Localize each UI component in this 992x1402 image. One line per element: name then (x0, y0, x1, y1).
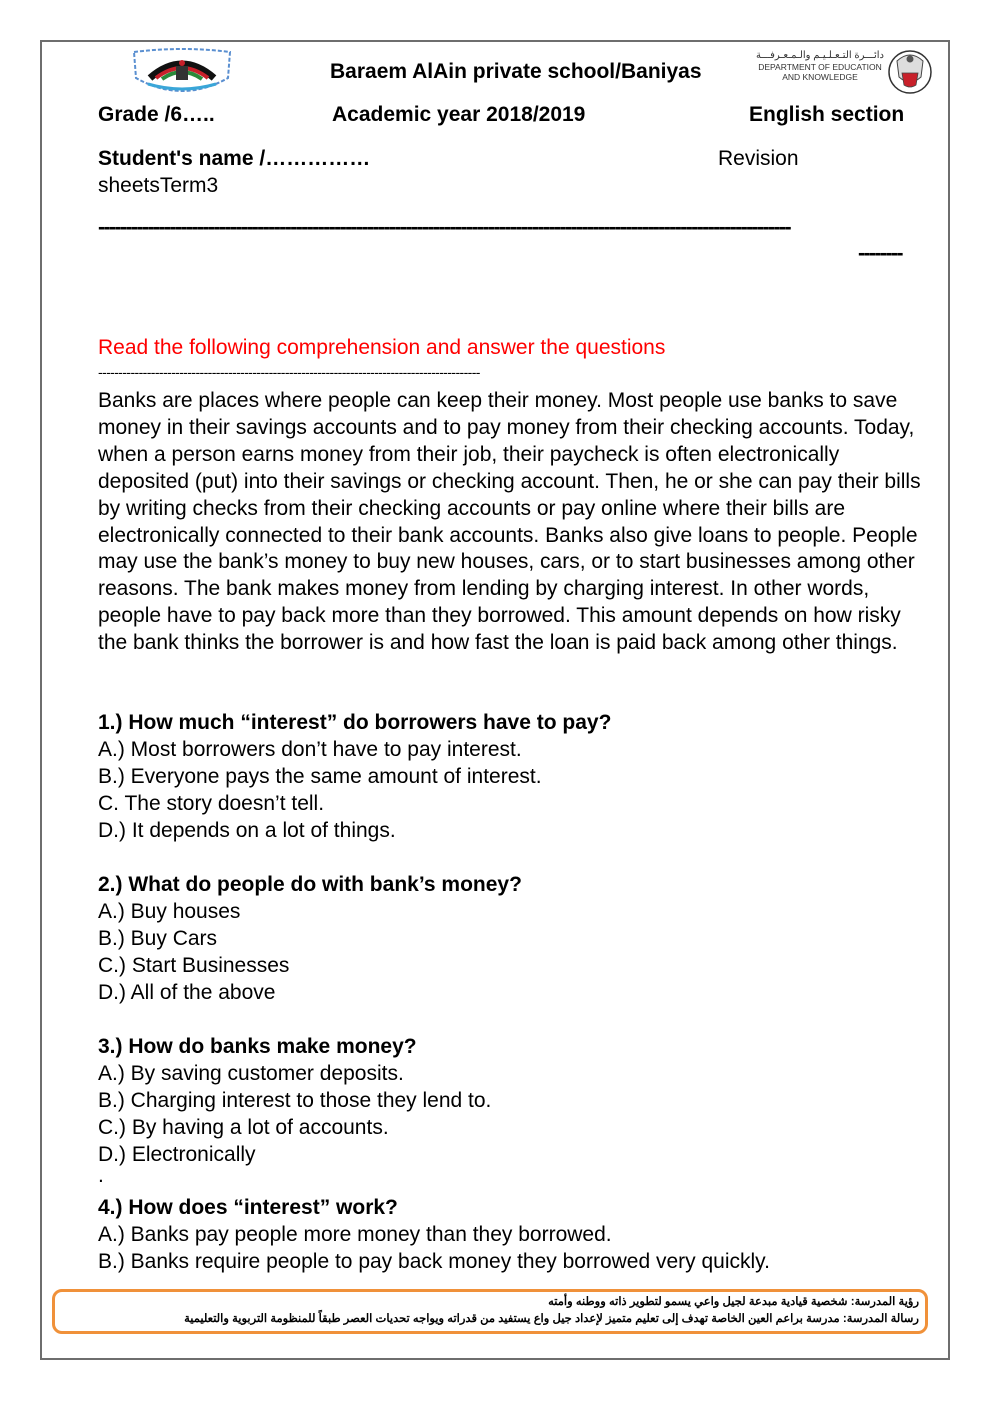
department-name-line1: DEPARTMENT OF EDUCATION (758, 62, 882, 72)
school-name: Baraem AlAin private school/Baniyas (330, 60, 702, 83)
answer-option: A.) Banks pay people more money than they borrowed. (98, 1223, 612, 1246)
school-mission: رسالة المدرسة: مدرسة براعم العين الخاصة تهدف إلى تعليم متميز لإعداد جيل واع يستفيد من قدراته ويواجه تحديات العصر طبقاً للمنظومة التربوية والتعليمية (184, 1313, 919, 1325)
question-2 (98, 871, 522, 1006)
instruction-heading: Read the following comprehension and answer the questions (98, 336, 666, 359)
department-name-line2: AND KNOWLEDGE (782, 72, 858, 82)
reading-passage: Banks are places where people can keep their money. Most people use banks to save money in their savings accounts and to pay money from their checking accounts. Today, when a person earns money from their job, their paycheck is often electronically deposited (put) into their savings or checking account. Then, he or she can pay their bills by writing checks from their checking accounts or pay online where their bills are electronically connected to their bank accounts. Banks also give loans to people. People may use the bank’s money to buy new houses, cars, or to start businesses among other reasons. The bank makes money from lending by charging interest. In other words, people have to pay back more than they borrowed. This amount depends on how risky the bank thinks the borrower is and how fast the loan is paid back among other things. (98, 389, 921, 655)
question-title: 3.) How do banks make money? (98, 1035, 417, 1058)
answer-option: D.) All of the above (98, 981, 276, 1004)
answer-option: A.) Most borrowers don’t have to pay interest. (98, 738, 522, 761)
department-logo-text (755, 50, 885, 82)
question-title: 4.) How does “interest” work? (98, 1196, 398, 1219)
school-logo (128, 48, 236, 100)
academic-year: Academic year 2018/2019 (332, 103, 586, 126)
answer-option: B.) Buy Cars (98, 927, 218, 950)
question-1 (98, 709, 611, 844)
answer-option: B.) Banks require people to pay back money they borrowed very quickly. (98, 1250, 770, 1273)
answer-option: A.) By saving customer deposits. (98, 1062, 404, 1085)
answer-option: A.) Buy houses (98, 900, 241, 923)
stray-period: . (98, 1164, 104, 1187)
instruction-underline: ---------------------------------------------------------------------------------------------- (98, 364, 480, 380)
header-divider: ------------------------------------------------------------------------------------------------------------------------------ (98, 216, 791, 239)
school-vision: رؤية المدرسة: شخصية قيادية مبدعة لجيل واعي يسمو لتطوير ذاته ووطنه وأمته (548, 1296, 919, 1308)
answer-option: B.) Everyone pays the same amount of interest. (98, 765, 542, 788)
grade-label: Grade /6….. (98, 103, 215, 126)
answer-option: D.) It depends on a lot of things. (98, 819, 396, 842)
revision-label: Revision (718, 147, 799, 170)
question-3 (98, 1033, 492, 1187)
answer-option: B.) Charging interest to those they lend to. (98, 1089, 492, 1112)
falcon-emblem-icon (887, 47, 933, 97)
answer-option: C. The story doesn’t tell. (98, 792, 325, 815)
section-label: English section (749, 103, 905, 126)
student-name-field: Student's name /…………… (98, 147, 371, 170)
footer-vision-mission-box (52, 1289, 928, 1334)
answer-option: D.) Electronically (98, 1143, 256, 1166)
question-4 (98, 1194, 770, 1275)
sheets-term-label: sheetsTerm3 (98, 174, 219, 197)
department-name-arabic: دائـــرة التـعـلـيـم والـمـعـرفـــة (756, 50, 884, 61)
answer-option: C.) By having a lot of accounts. (98, 1116, 389, 1139)
question-title: 2.) What do people do with bank’s money? (98, 873, 522, 896)
answer-option: C.) Start Businesses (98, 954, 290, 977)
question-title: 1.) How much “interest” do borrowers have to pay? (98, 711, 612, 734)
header-divider-tail: -------- (858, 242, 902, 265)
